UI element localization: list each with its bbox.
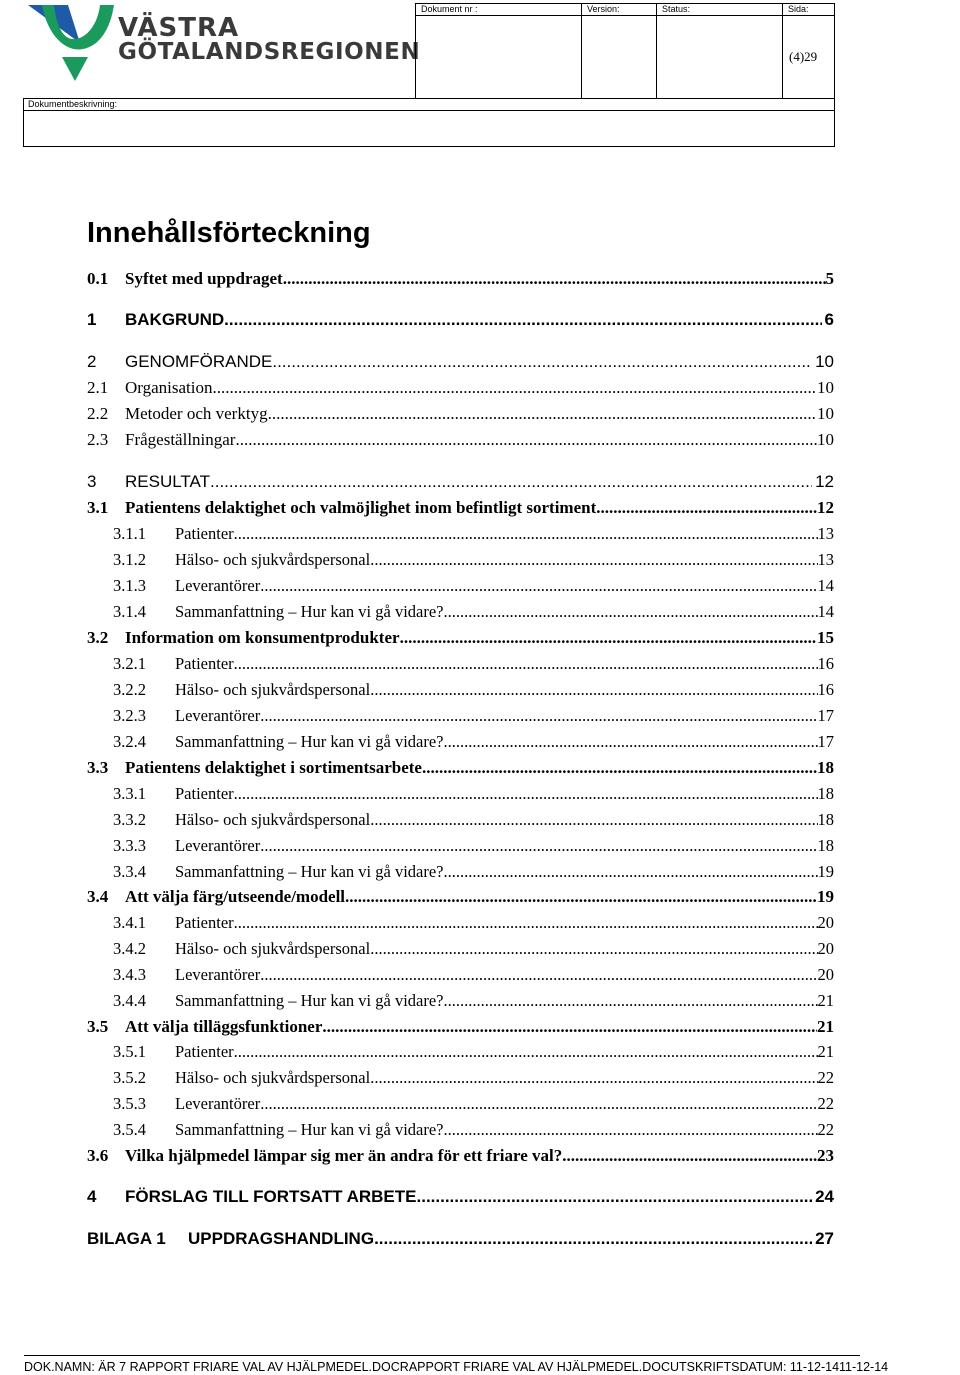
toc-entry[interactable] bbox=[87, 887, 834, 909]
document-number-label: Dokument nr : bbox=[421, 4, 478, 14]
toc-dot-leader bbox=[260, 1094, 817, 1114]
toc-entry-page: 20 bbox=[817, 965, 834, 984]
toc-entry-title: Patienter bbox=[175, 524, 234, 543]
toc-entry-page: 6 bbox=[824, 310, 834, 329]
toc-dot-leader bbox=[260, 965, 817, 985]
version-label: Version: bbox=[587, 4, 620, 14]
toc-entry[interactable] bbox=[113, 913, 834, 935]
toc-entry-page: 10 bbox=[817, 430, 834, 449]
document-info-box bbox=[415, 3, 835, 99]
toc-entry-number: 3.3.3 bbox=[113, 836, 146, 855]
toc-entry-title: Sammanfattning – Hur kan vi gå vidare? bbox=[175, 602, 444, 621]
toc-entry-number: 3.2 bbox=[87, 628, 109, 647]
toc-entry-page: 10 bbox=[817, 378, 834, 397]
toc-entry-number: 3.5.4 bbox=[113, 1120, 146, 1139]
toc-dot-leader bbox=[210, 472, 812, 492]
toc-entry[interactable] bbox=[113, 654, 834, 676]
document-description-label: Dokumentbeskrivning: bbox=[28, 99, 118, 109]
toc-entry-page: 18 bbox=[817, 784, 834, 803]
toc-dot-leader bbox=[374, 1229, 812, 1249]
page-number: (4)29 bbox=[789, 49, 818, 64]
toc-entry-title: Hälso- och sjukvårdspersonal bbox=[175, 810, 371, 829]
toc-entry-title: RESULTAT bbox=[125, 472, 211, 491]
toc-entry-number: 3.5.1 bbox=[113, 1042, 146, 1061]
toc-entry[interactable] bbox=[113, 939, 834, 961]
toc-dot-leader bbox=[268, 404, 817, 424]
toc-entry-page: 22 bbox=[817, 1094, 834, 1113]
toc-entry-title: Sammanfattning – Hur kan vi gå vidare? bbox=[175, 732, 444, 751]
toc-entry[interactable] bbox=[87, 1187, 834, 1209]
toc-entry-number: 0.1 bbox=[87, 269, 109, 288]
toc-entry-number: 3.1.1 bbox=[113, 524, 146, 543]
toc-entry[interactable] bbox=[87, 1146, 834, 1168]
toc-dot-leader bbox=[224, 310, 821, 330]
toc-entry[interactable] bbox=[87, 628, 834, 650]
toc-entry-title: Hälso- och sjukvårdspersonal bbox=[175, 550, 371, 569]
toc-entry-number: 3.3 bbox=[87, 758, 109, 777]
toc-entry-page: 12 bbox=[815, 472, 834, 491]
toc-entry-title: Vilka hjälpmedel lämpar sig mer än andra för ett friare val? bbox=[125, 1146, 563, 1165]
toc-entry-number: 3.5.2 bbox=[113, 1068, 146, 1087]
toc-entry-page: 18 bbox=[817, 836, 834, 855]
toc-dot-leader bbox=[213, 378, 817, 398]
toc-entry-number: 3 bbox=[87, 472, 97, 491]
toc-entry[interactable] bbox=[113, 810, 834, 832]
toc-dot-leader bbox=[444, 991, 818, 1011]
toc-entry-number: 3.5.3 bbox=[113, 1094, 146, 1113]
toc-entry-title: Sammanfattning – Hur kan vi gå vidare? bbox=[175, 991, 444, 1010]
toc-dot-leader bbox=[260, 706, 817, 726]
toc-entry-number: 3.2.1 bbox=[113, 654, 146, 673]
toc-entry-page: 21 bbox=[817, 1017, 834, 1036]
toc-entry-page: 24 bbox=[815, 1187, 834, 1206]
toc-entry-page: 12 bbox=[817, 498, 834, 517]
toc-dot-leader bbox=[234, 1042, 818, 1062]
toc-entry-title: Patienter bbox=[175, 913, 234, 932]
footer-document-info: DOK.NAMN: ÄR 7 RAPPORT FRIARE VAL AV HJÄLPMEDEL.DOCRAPPORT FRIARE VAL AV HJÄLPMEDEL.DOCUTSKRIFTSDATUM: 11-12-1411-12-14 bbox=[24, 1360, 889, 1374]
toc-entry-number: 3.4.2 bbox=[113, 939, 146, 958]
toc-entry-number: 3.2.2 bbox=[113, 680, 146, 699]
toc-entry[interactable] bbox=[113, 550, 834, 572]
toc-dot-leader bbox=[370, 1068, 817, 1088]
toc-dot-leader bbox=[400, 628, 817, 648]
toc-entry[interactable] bbox=[113, 965, 834, 987]
toc-entry[interactable] bbox=[87, 404, 834, 426]
toc-entry-number: 3.4.4 bbox=[113, 991, 146, 1010]
status-label: Status: bbox=[662, 4, 691, 14]
toc-entry[interactable] bbox=[113, 732, 834, 754]
toc-entry-page: 18 bbox=[817, 810, 834, 829]
toc-entry-title: Patientens delaktighet i sortimentsarbete bbox=[125, 758, 422, 777]
toc-entry-number: 3.1.4 bbox=[113, 602, 146, 621]
toc-entry-number: 2.3 bbox=[87, 430, 109, 449]
toc-entry[interactable] bbox=[87, 430, 834, 452]
toc-entry[interactable] bbox=[87, 758, 834, 780]
toc-entry-title: Syftet med uppdraget bbox=[125, 269, 283, 288]
toc-entry-page: 14 bbox=[817, 576, 834, 595]
toc-entry-number: 3.4.1 bbox=[113, 913, 146, 932]
logo-line-1: VÄSTRA bbox=[118, 13, 240, 43]
logo-line-2: GÖTALANDSREGIONEN bbox=[118, 39, 421, 65]
toc-entry[interactable] bbox=[113, 836, 834, 858]
toc-entry-title: FÖRSLAG TILL FORTSATT ARBETE bbox=[125, 1187, 417, 1206]
toc-entry[interactable] bbox=[113, 576, 834, 598]
toc-entry-title: GENOMFÖRANDE bbox=[125, 352, 273, 371]
toc-dot-leader bbox=[322, 1017, 817, 1037]
document-description-box bbox=[23, 98, 835, 147]
toc-entry-number: 3.5 bbox=[87, 1017, 109, 1036]
toc-entry-page: 27 bbox=[815, 1229, 834, 1248]
toc-entry[interactable] bbox=[87, 472, 834, 494]
toc-entry[interactable] bbox=[113, 680, 834, 702]
toc-entry-number: 2.2 bbox=[87, 404, 109, 423]
toc-entry[interactable] bbox=[113, 1042, 834, 1064]
toc-entry-title: Patienter bbox=[175, 654, 234, 673]
toc-entry-title: Organisation bbox=[125, 378, 213, 397]
toc-entry-number: 3.3.2 bbox=[113, 810, 146, 829]
toc-entry-title: Patientens delaktighet och valmöjlighet inom befintligt sortiment bbox=[125, 498, 597, 517]
page-label: Sida: bbox=[788, 4, 809, 14]
toc-entry-page: 10 bbox=[817, 404, 834, 423]
toc-dot-leader bbox=[444, 1120, 818, 1140]
toc-dot-leader bbox=[260, 576, 817, 596]
toc-entry-number: 3.1.3 bbox=[113, 576, 146, 595]
toc-entry[interactable] bbox=[113, 602, 834, 624]
toc-entry-title: Att välja tilläggsfunktioner bbox=[125, 1017, 323, 1036]
toc-entry-page: 22 bbox=[817, 1068, 834, 1087]
toc-dot-leader bbox=[345, 887, 817, 907]
toc-entry-page: 21 bbox=[817, 1042, 834, 1061]
toc-dot-leader bbox=[596, 498, 817, 518]
toc-entry-title: Patienter bbox=[175, 1042, 234, 1061]
toc-entry[interactable] bbox=[87, 352, 834, 374]
toc-dot-leader bbox=[370, 680, 817, 700]
toc-entry-page: 13 bbox=[817, 524, 834, 543]
toc-entry-page: 19 bbox=[817, 862, 834, 881]
header-divider bbox=[581, 3, 582, 99]
toc-entry-title: Patienter bbox=[175, 784, 234, 803]
toc-entry-number: 3.2.4 bbox=[113, 732, 146, 751]
toc-entry-number: 3.4 bbox=[87, 887, 109, 906]
toc-dot-leader bbox=[370, 939, 817, 959]
toc-entry-title: UPPDRAGSHANDLING bbox=[188, 1229, 375, 1248]
toc-entry[interactable] bbox=[113, 1094, 834, 1116]
toc-entry-title: Leverantörer bbox=[175, 836, 261, 855]
toc-entry-page: 17 bbox=[817, 706, 834, 725]
toc-entry-page: 20 bbox=[817, 913, 834, 932]
organization-logo bbox=[28, 3, 421, 85]
toc-entry-title: Metoder och verktyg bbox=[125, 404, 268, 423]
toc-entry[interactable] bbox=[87, 1017, 834, 1039]
toc-entry[interactable] bbox=[87, 378, 834, 400]
toc-dot-leader bbox=[444, 732, 818, 752]
toc-dot-leader bbox=[272, 352, 812, 372]
toc-entry-title: Leverantörer bbox=[175, 706, 261, 725]
toc-entry-page: 5 bbox=[825, 269, 834, 288]
toc-entry-page: 15 bbox=[817, 628, 834, 647]
toc-entry-page: 23 bbox=[817, 1146, 834, 1165]
toc-entry-title: Hälso- och sjukvårdspersonal bbox=[175, 680, 371, 699]
toc-dot-leader bbox=[444, 602, 818, 622]
toc-entry[interactable] bbox=[87, 310, 834, 332]
header-divider bbox=[23, 110, 835, 111]
toc-dot-leader bbox=[260, 836, 817, 856]
toc-entry-number: 3.3.4 bbox=[113, 862, 146, 881]
toc-entry[interactable] bbox=[87, 498, 834, 520]
footer-divider bbox=[24, 1355, 860, 1356]
header-divider bbox=[782, 3, 783, 99]
toc-dot-leader bbox=[234, 784, 818, 804]
toc-entry-number: 3.4.3 bbox=[113, 965, 146, 984]
toc-heading: Innehållsförteckning bbox=[87, 217, 371, 249]
toc-entry-page: 16 bbox=[817, 680, 834, 699]
toc-entry-title: Leverantörer bbox=[175, 576, 261, 595]
toc-entry-number: 3.6 bbox=[87, 1146, 109, 1165]
toc-dot-leader bbox=[444, 862, 818, 882]
header-divider bbox=[656, 3, 657, 99]
toc-entry-page: 20 bbox=[817, 939, 834, 958]
toc-dot-leader bbox=[422, 758, 817, 778]
header-divider bbox=[415, 15, 835, 16]
toc-dot-leader bbox=[283, 269, 826, 289]
toc-entry-page: 18 bbox=[817, 758, 834, 777]
toc-entry[interactable] bbox=[113, 524, 834, 546]
toc-entry-title: Att välja färg/utseende/modell bbox=[125, 887, 346, 906]
toc-dot-leader bbox=[370, 550, 817, 570]
toc-entry-title: Leverantörer bbox=[175, 965, 261, 984]
toc-entry-page: 17 bbox=[817, 732, 834, 751]
toc-dot-leader bbox=[417, 1187, 813, 1207]
toc-entry[interactable] bbox=[113, 991, 834, 1013]
toc-entry[interactable] bbox=[113, 1068, 834, 1090]
toc-entry-title: Sammanfattning – Hur kan vi gå vidare? bbox=[175, 862, 444, 881]
toc-entry[interactable] bbox=[87, 269, 834, 291]
toc-entry-number: 3.1.2 bbox=[113, 550, 146, 569]
toc-entry-title: Hälso- och sjukvårdspersonal bbox=[175, 939, 371, 958]
toc-entry-number: 2 bbox=[87, 352, 97, 371]
toc-entry-page: 10 bbox=[815, 352, 834, 371]
logo-emblem-icon bbox=[28, 3, 120, 83]
toc-dot-leader bbox=[234, 654, 818, 674]
toc-entry-title: Frågeställningar bbox=[125, 430, 236, 449]
toc-entry-page: 22 bbox=[817, 1120, 834, 1139]
toc-entry-number: 2.1 bbox=[87, 378, 109, 397]
toc-entry[interactable] bbox=[113, 706, 834, 728]
toc-entry-number: 3.2.3 bbox=[113, 706, 146, 725]
toc-dot-leader bbox=[562, 1146, 817, 1166]
toc-entry-number: BILAGA 1 bbox=[87, 1229, 166, 1248]
toc-entry[interactable] bbox=[113, 862, 834, 884]
toc-entry[interactable] bbox=[113, 784, 834, 806]
toc-entry-title: Hälso- och sjukvårdspersonal bbox=[175, 1068, 371, 1087]
toc-entry-number: 4 bbox=[87, 1187, 97, 1206]
toc-entry-number: 3.3.1 bbox=[113, 784, 146, 803]
toc-entry-page: 16 bbox=[817, 654, 834, 673]
toc-dot-leader bbox=[370, 810, 817, 830]
toc-entry-page: 19 bbox=[817, 887, 834, 906]
toc-entry-number: 1 bbox=[87, 310, 97, 329]
toc-entry-title: Sammanfattning – Hur kan vi gå vidare? bbox=[175, 1120, 444, 1139]
toc-entry[interactable] bbox=[87, 1229, 834, 1251]
toc-entry-page: 14 bbox=[817, 602, 834, 621]
toc-entry-title: Information om konsumentprodukter bbox=[125, 628, 400, 647]
toc-entry-page: 13 bbox=[817, 550, 834, 569]
toc-dot-leader bbox=[234, 913, 818, 933]
toc-entry[interactable] bbox=[113, 1120, 834, 1142]
toc-dot-leader bbox=[234, 524, 818, 544]
toc-entry-number: 3.1 bbox=[87, 498, 109, 517]
toc-entry-title: Leverantörer bbox=[175, 1094, 261, 1113]
toc-entry-title: BAKGRUND bbox=[125, 310, 225, 329]
toc-dot-leader bbox=[235, 430, 817, 450]
toc-entry-page: 21 bbox=[817, 991, 834, 1010]
